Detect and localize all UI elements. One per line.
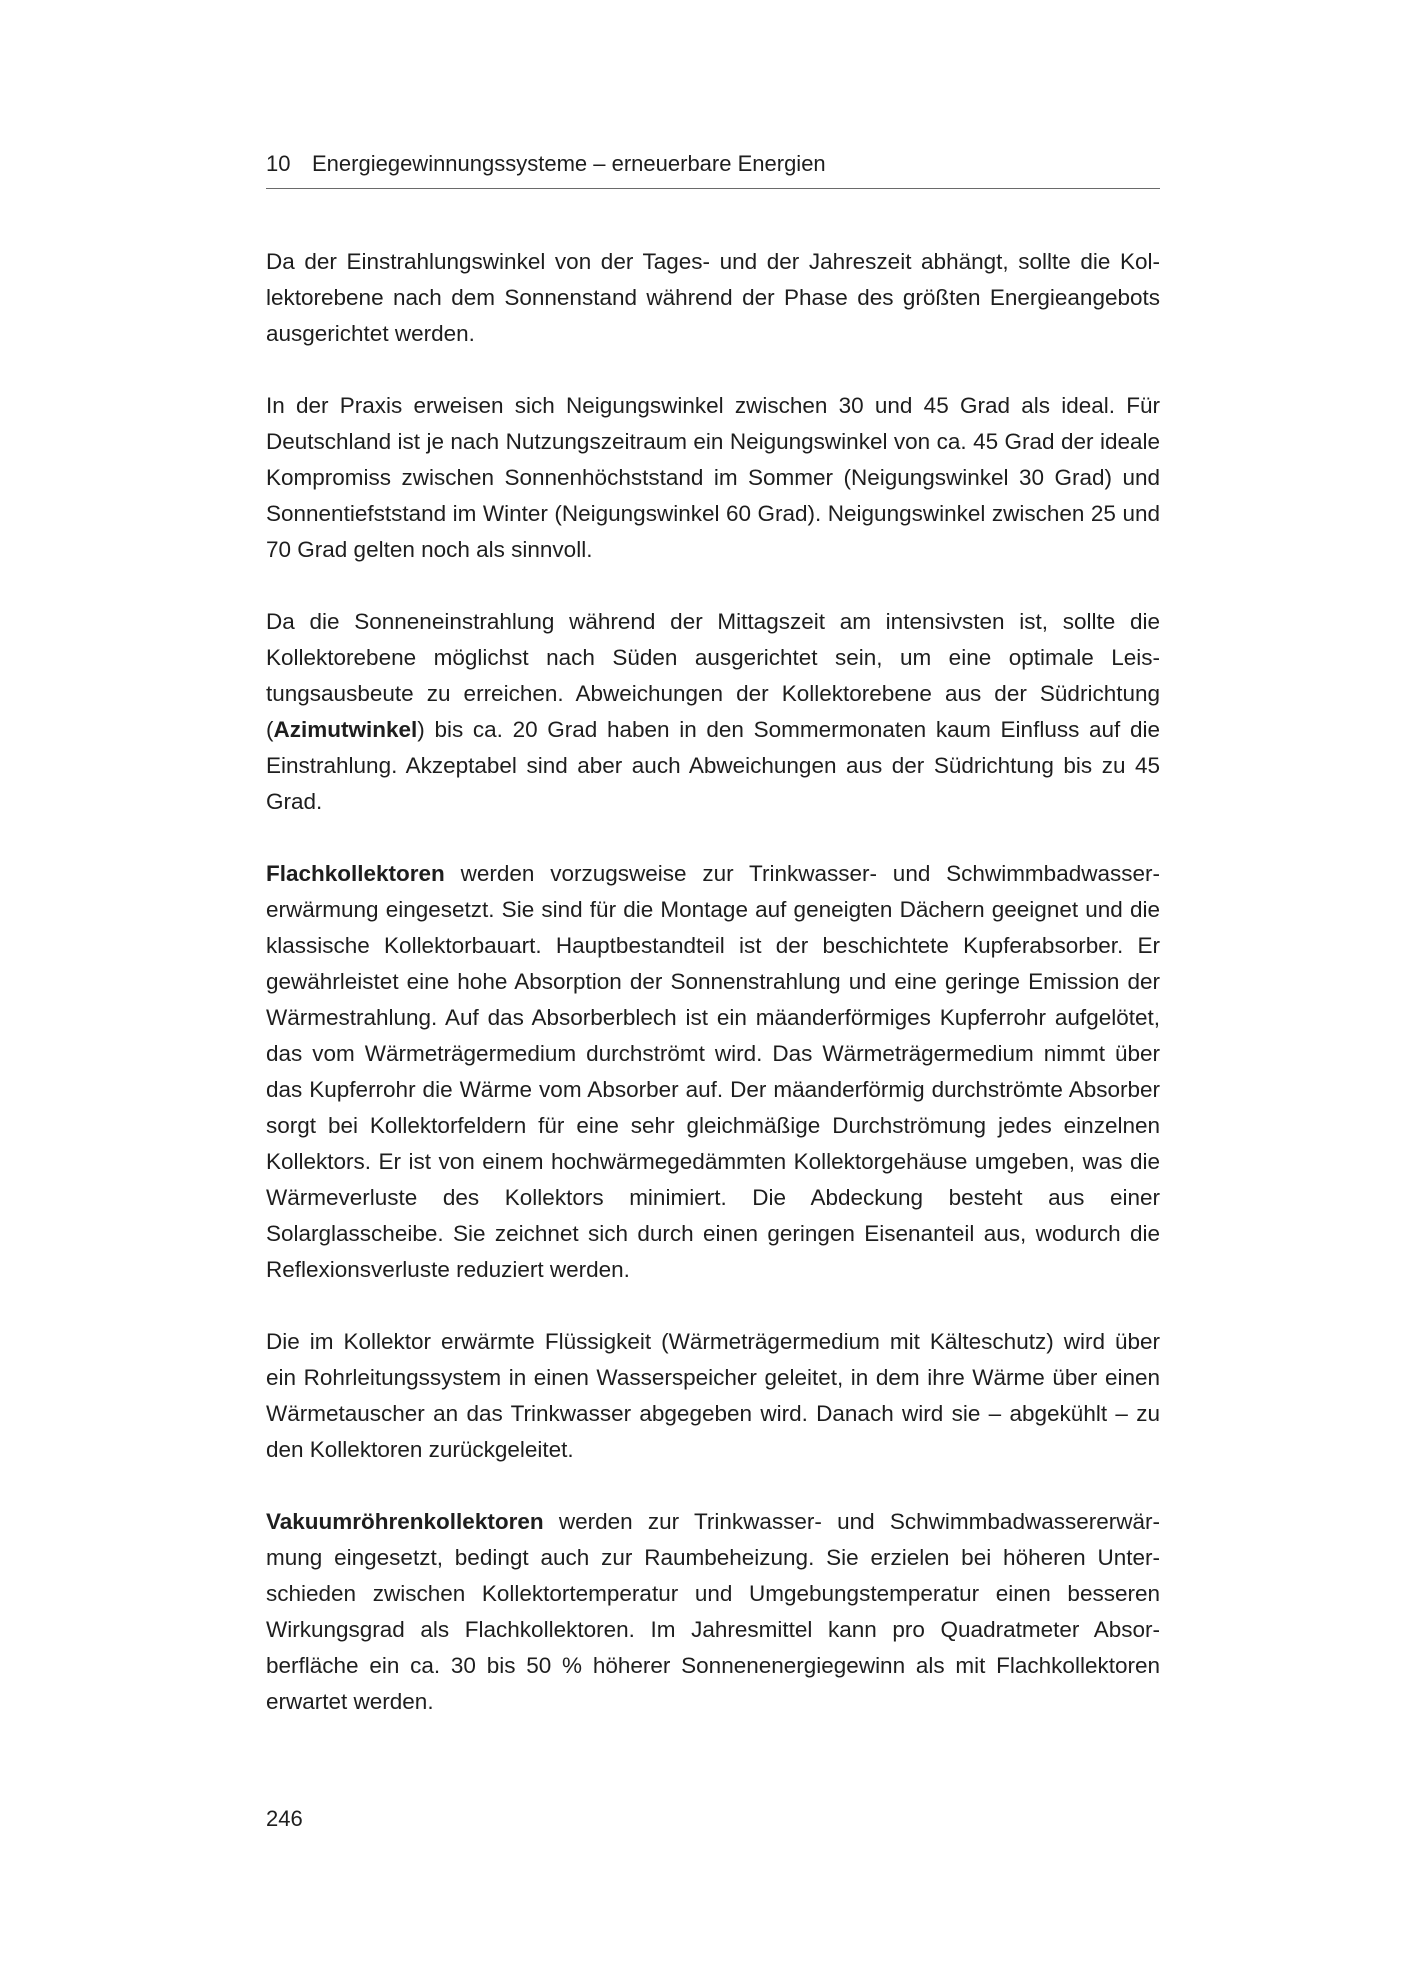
- paragraph-kollektorfluessigkeit: Die im Kollektor erwärmte Flüssigkeit (Wärmeträgermedium mit Kälteschutz) wird über ein Rohrleitungssystem in einen Wasserspeicher geleitet, in dem ihre Wärme über einen Wärmetauscher an das Trinkwasser abgegeben wird. Danach wird sie – abgekühlt – zu den Kollektoren zurückgeleitet.: [266, 1329, 1160, 1462]
- term-vakuumroehrenkollektoren: Vakuumröhrenkollektoren: [266, 1509, 544, 1534]
- term-azimutwinkel: Azimutwinkel: [273, 717, 418, 742]
- body-text: [266, 244, 1160, 1756]
- paragraph-text: ) bis ca. 20 Grad haben in den Sommermonaten kaum Einfluss auf die Einstrahlung. Akzeptabel sind aber auch Abweichungen aus der Südrichtung bis zu 45 Grad.: [266, 717, 1160, 814]
- paragraph-text: Da die Sonneneinstrahlung während der Mittagszeit am intensivsten ist, sollte die Kollektorebene möglichst nach Süden ausgerichtet sein, um eine optimale Leistungsausbeute zu erreichen. Abweichungen der Kollektorebene aus der Südrichtung (: [266, 609, 1160, 742]
- paragraph-text: werden zur Trinkwasser- und Schwimmbadwassererwärmung eingesetzt, bedingt auch zur Raumbeheizung. Sie erzielen bei höheren Unterschieden zwischen Kollektortemperatur und Umgebungstemperatur einen besseren Wirkungsgrad als Flachkollektoren. Im Jahresmittel kann pro Quadratmeter Absorberfläche ein ca. 30 bis 50 % höherer Sonnenenergiegewinn als mit Flachkollektoren erwartet werden.: [266, 1509, 1160, 1714]
- chapter-title: Energiegewinnungssysteme – erneuerbare Energien: [312, 151, 826, 176]
- paragraph-flachkollektoren: [266, 856, 1160, 1288]
- paragraph-einstrahlungswinkel: Da der Einstrahlungswinkel von der Tages- und der Jahreszeit abhängt, sollte die Kollektorebene nach dem Sonnenstand während der Phase des größten Energieangebots ausgerichtet werden.: [266, 249, 1160, 346]
- paragraph-text: werden vorzugsweise zur Trinkwasser- und Schwimmbadwassererwärmung eingesetzt. Sie sind für die Montage auf geneigten Dächern geeignet und die klassische Kollektorbauart. Hauptbestandteil ist der beschichtete Kupferabsorber. Er gewährleistet eine hohe Absorption der Sonnenstrahlung und eine geringe Emission der Wärmestrahlung. Auf das Absorberblech ist ein mäanderförmiges Kupferrohr aufgelötet, das vom Wärmeträgermedium durchströmt wird. Das Wärmeträgermedium nimmt über das Kupferrohr die Wärme vom Absorber auf. Der mäanderförmig durchströmte Absorber sorgt bei Kollektorfeldern für eine sehr gleichmäßige Durchströmung jedes einzelnen Kollektors. Er ist von einem hochwärmegedämmten Kollektorgehäuse umgeben, was die Wärmeverluste des Kollektors minimiert. Die Abdeckung besteht aus einer Solarglasscheibe. Sie zeichnet sich durch einen geringen Eisenanteil aus, wodurch die Reflexionsverluste reduziert werden.: [266, 861, 1160, 1282]
- paragraph-vakuumroehrenkollektoren: [266, 1504, 1160, 1720]
- page-number: 246: [266, 1806, 303, 1831]
- term-flachkollektoren: Flachkollektoren: [266, 861, 445, 886]
- paragraph-azimutwinkel: [266, 604, 1160, 820]
- paragraph-neigungswinkel: In der Praxis erweisen sich Neigungswinkel zwischen 30 und 45 Grad als ideal. Für Deutschland ist je nach Nutzungszeitraum ein Neigungswinkel von ca. 45 Grad der ideale Kompromiss zwischen Sonnenhöchststand im Sommer (Neigungswinkel 30 Grad) und Sonnentiefststand im Winter (Neigungswinkel 60 Grad). Neigungswinkel zwischen 25 und 70 Grad gelten noch als sinnvoll.: [266, 393, 1160, 562]
- running-header: [266, 150, 1160, 189]
- chapter-number: 10: [266, 151, 291, 176]
